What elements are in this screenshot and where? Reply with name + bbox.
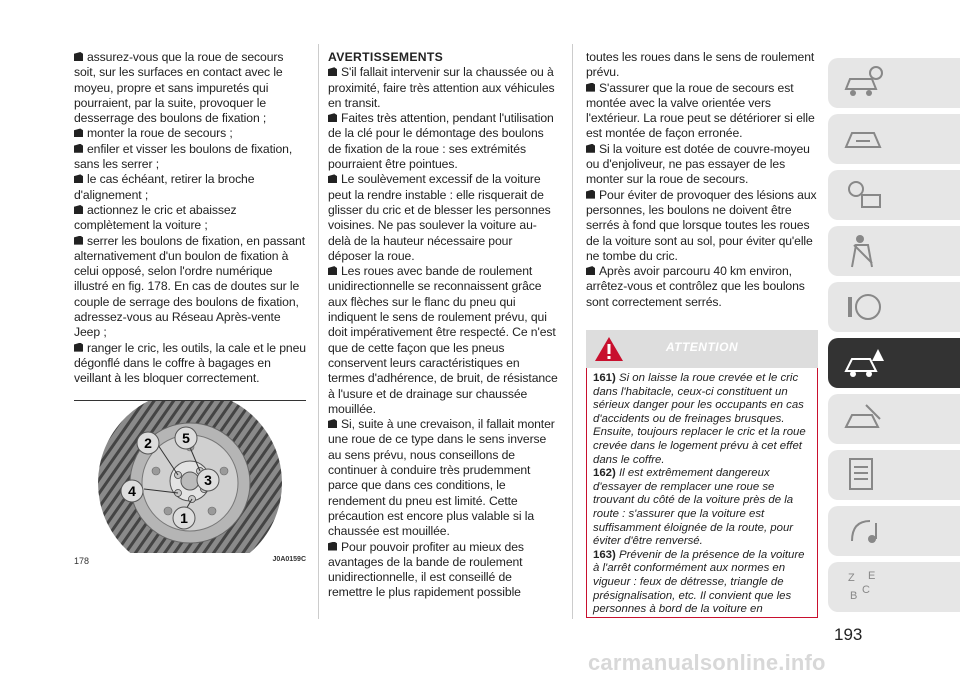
tab-car-overview[interactable] [828, 58, 960, 108]
seatbelt-icon [842, 231, 886, 271]
bullet-paragraph: enfiler et visser les boulons de fixation, sans les serrer ; [74, 141, 293, 172]
tab-technical-data[interactable] [828, 450, 960, 500]
tab-driving[interactable] [828, 282, 960, 332]
bullet-paragraph: Faites très attention, pendant l'utilisation de la clé pour le démontage des boulons de fixation de la roue : ses extrémités pourraient être pointues. [328, 111, 554, 172]
bullet-paragraph: ranger le cric, les outils, la cale et le pneu dégonflé dans le coffre à bagages en veillant à les bloquer correctement. [74, 340, 306, 386]
bullet-paragraph: Les roues avec bande de roulement unidirectionnelle se reconnaissent grâce aux flèches sur le flanc du pneu qui indiquent le sens de roulement prévu, qui doit impérativement être respecté. Ce n'est que de cette façon que les pneus conservent leurs caractéristiques en termes d'adhérence, de bruit, de résistance à l'usure et de drainage sur chaussée mouillée. [328, 264, 558, 416]
car-emergency-icon [842, 343, 886, 383]
attention-header [586, 330, 818, 368]
svg-text:B: B [850, 590, 858, 602]
warning-light-icon [842, 175, 886, 215]
attention-item-number: 163) [593, 548, 616, 561]
svg-text:C: C [862, 584, 870, 596]
tab-safety[interactable] [828, 226, 960, 276]
wheel-illustration [74, 401, 306, 553]
attention-item: 162) Il est extrêmement dangereux d'essayer de remplacer une roue se trouvant du côté de la voiture près de la route : s'assurer que la voiture est suffisamment éloignée de la route, pour éviter d'être renversé. [593, 467, 794, 548]
chapter-tabs [828, 58, 960, 618]
steering-wheel-icon [842, 287, 886, 327]
bullet-paragraph: actionnez le cric et abaissez complètement la voiture ; [74, 202, 237, 233]
column-divider [318, 44, 319, 619]
car-search-icon [842, 63, 886, 103]
tab-maintenance[interactable] [828, 394, 960, 444]
bullet-icon [328, 419, 337, 428]
bullet-icon [586, 266, 595, 275]
bullet-icon [74, 52, 83, 61]
bullet-icon [328, 67, 337, 76]
multimedia-icon [842, 511, 886, 551]
figure-code: J0A0159C [272, 556, 306, 563]
bullet-paragraph: Après avoir parcouru 40 km environ, arrêtez-vous et contrôlez que les boulons sont correctement serrés. [586, 264, 805, 309]
bullet-paragraph: monter la roue de secours ; [74, 126, 306, 141]
bullet-icon [328, 174, 337, 183]
svg-text:E: E [868, 570, 876, 582]
tab-dashboard[interactable] [828, 114, 960, 164]
tab-lights-messages[interactable] [828, 170, 960, 220]
bullet-paragraph: S'il fallait intervenir sur la chaussée ou à proximité, faire très attention aux véhicules en transit. [328, 65, 555, 110]
figure-number: 178 [74, 556, 90, 566]
column-divider [572, 44, 573, 619]
bullet-icon [586, 144, 595, 153]
figure-caption [74, 556, 306, 566]
attention-item-number: 161) [593, 372, 616, 384]
alphabet-index-icon [842, 567, 886, 607]
bullet-icon [74, 205, 83, 214]
attention-item-number: 162) [593, 467, 616, 480]
continued-paragraph: toutes les roues dans le sens de roulement prévu. [586, 50, 815, 80]
bullet-icon [74, 144, 83, 153]
section-heading: AVERTISSEMENTS [328, 50, 444, 64]
data-sheet-icon [842, 455, 886, 495]
bullet-paragraph: Pour pouvoir profiter au mieux des avantages de la bande de roulement unidirectionnelle, il est conseillé de remettre le plus rapidement possible [328, 539, 524, 600]
bullet-icon [328, 266, 337, 275]
tab-multimedia[interactable] [828, 506, 960, 556]
bullet-paragraph: Pour éviter de provoquer des lésions aux personnes, les boulons ne doivent être serrés à fond que lorsque toutes les roues de la voiture sont au sol, pour éviter qu'elle ne tombe du cric. [586, 187, 817, 263]
bullet-paragraph: Si, suite à une crevaison, il fallait monter une roue de ce type dans le sens inverse au sens prévu, nous conseillons de continuer à conduire très prudemment parce que dans ces conditions, le rendement du pneu est limité. Cette précaution est encore plus valable si la chaussée est mouillée. [328, 417, 555, 539]
car-service-icon [842, 399, 886, 439]
bolt-label-2: 2 [144, 435, 152, 451]
bullet-paragraph: assurez-vous que la roue de secours soit, sur les surfaces en contact avec le moyeu, propre et sans impuretés qui pourraient, par la suite, provoquer le desserrage des boulons de fixation ; [74, 50, 284, 126]
page-number: 193 [834, 625, 863, 644]
bullet-icon [74, 128, 83, 137]
bullet-paragraph: S'assurer que la roue de secours est montée avec la valve orientée vers l'extérieur. La roue peut se détériorer si elle est montée de façon erronée. [586, 80, 815, 141]
bullet-paragraph: le cas échéant, retirer la broche d'alignement ; [74, 172, 255, 202]
bolt-label-3: 3 [204, 472, 212, 488]
bolt-label-1: 1 [180, 510, 188, 526]
bullet-paragraph: serrer les boulons de fixation, en passant alternativement d'un boulon de fixation à celui opposé, selon l'ordre numérique illustré en fig. 178. En cas de doutes sur le couple de serrage des boulons de fixation, adressez-vous au Réseau Après-vente Jeep ; [74, 233, 306, 340]
tab-index[interactable] [828, 562, 960, 612]
bullet-icon [328, 542, 337, 551]
bullet-icon [328, 113, 337, 122]
bullet-icon [586, 83, 595, 92]
svg-text:Z: Z [848, 572, 855, 584]
dashboard-icon [842, 119, 886, 159]
column-2 [328, 50, 558, 601]
bullet-icon [586, 190, 595, 199]
wheel-figure [74, 400, 306, 571]
attention-box [586, 330, 818, 622]
column-1 [74, 50, 306, 387]
bullet-paragraph: Le soulèvement excessif de la voiture peut la rendre instable : elle risquerait de glisser du cric et de blesser les personnes voisines. Ne pas soulever la voiture au-delà de la hauteur nécessaire pour déposer la roue. [328, 172, 551, 263]
bolt-label-5: 5 [182, 430, 190, 446]
watermark: carmanualsonline.info [588, 650, 826, 675]
column-3 [586, 50, 818, 310]
attention-body [586, 368, 818, 618]
bullet-icon [74, 343, 83, 352]
attention-title: ATTENTION [665, 340, 739, 354]
attention-item: 163) Prévenir de la présence de la voiture à l'arrêt conformément aux normes en vigueur : feux de détresse, triangle de présignalisation, etc. Il convient que les personnes à bord de la voiture en [593, 548, 805, 616]
bullet-paragraph: Si la voiture est dotée de couvre-moyeu ou d'enjoliveur, ne pas essayer de les monter sur la roue de secours. [586, 141, 810, 187]
bolt-label-4: 4 [128, 483, 136, 499]
bullet-icon [74, 174, 83, 183]
attention-item: 161) Si on laisse la roue crevée et le cric dans l'habitacle, ceux-ci constituent un sérieux danger pour les occupants en cas d'accidents ou de freinages brusques. Ensuite, toujours replacer le cric et la roue crevée dans le logement prévu à cet effet dans le coffre. [593, 372, 806, 466]
tab-emergency[interactable] [828, 338, 960, 388]
bullet-icon [74, 236, 83, 245]
